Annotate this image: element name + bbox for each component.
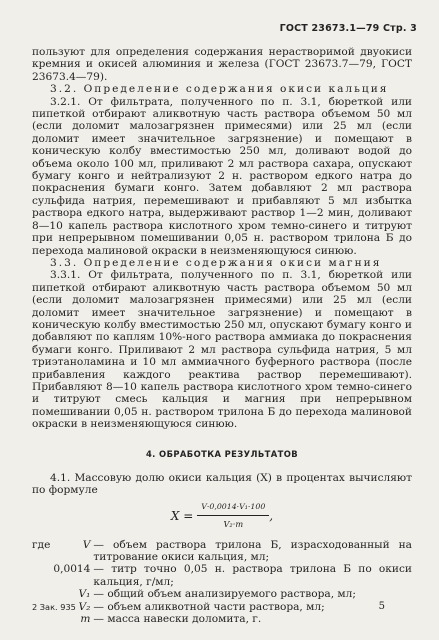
formula [32,501,412,531]
definition-text: — масса навески доломита, г. [93,613,262,626]
definition-symbol: 0,0014 [53,563,91,576]
definition-text: — объем аликвотной части раствора, мл; [93,600,325,613]
definition-lead [32,613,53,625]
definition-row [32,588,412,600]
definition-symbol: V [82,538,91,551]
definition-text: — общий объем анализируемого раствора, мл; [93,588,356,601]
document-body [32,46,412,625]
definition-symbol: V₂ [78,600,91,613]
definition-text: — объем раствора трилона Б, израсходованный на титрование окиси кальция, мл; [93,538,412,564]
definition-row [32,601,412,613]
definition-row [32,613,412,625]
page-header: ГОСТ 23673.1—79 Стр. 3 [279,23,417,34]
footer-page-number: 5 [378,601,385,612]
variable-definitions [32,539,412,626]
paragraph-intro: пользуют для определения содержания нерастворимой двуокиси кремния и окисей алюминия и железа (ГОСТ 23673.7—79, ГОСТ 23673.4—79). [32,46,412,83]
section-title-4: 4. ОБРАБОТКА РЕЗУЛЬТАТОВ [145,448,299,459]
section-heading-3-2: 3.2. Определение содержания окиси кальция [50,83,389,96]
definition-symbol: m [80,613,91,626]
paragraph-3-3-1: 3.3.1. От фильтрата, полученного по п. 3.1, бюреткой или пипеткой отбирают аликвотную часть раствора объемом 50 мл (если доломит малозагрязнен примесями) или 25 мл (если доломит имеет значительное загрязнение) и помещают в коническую колбу вместимостью 250 мл, опускают бумагу конго и добавляют по каплям 10%-ного раствора аммиака до покраснения бумаги конго. Приливают 2 мл раствора сульфида натрия, 5 мл триэтаноламина и 10 мл аммиачного буферного раствора (после прибавления каждого реактива раствор перемешивают). Прибавляют 8—10 капель раствора кислотного хром темно-синего и титруют смесь кальция и магния при непрерывном помешивании 0,05 н. раствором трилона Б до перехода малиновой окраски в неизменяющуюся синюю. [32,269,412,431]
formula-numerator: V·0,0014·V₁·100 [197,501,269,516]
definition-symbol: V₁ [78,588,91,601]
definition-lead: где [32,538,51,551]
definition-lead [32,588,53,600]
footer-order-number: 2 Зак. 935 [32,602,76,612]
formula-trail: , [269,508,274,523]
formula-lhs: X = [170,508,194,523]
definition-text: — титр точно 0,05 н. раствора трилона Б по окиси кальция, г/мл; [93,563,412,588]
paragraph-4-1: 4.1. Массовую долю окиси кальция (X) в процентах вычисляют по формуле [32,472,412,497]
section-heading-3-3: 3.3. Определение содержания окиси магния [50,256,382,269]
definition-row [32,563,412,588]
formula-fraction [197,501,269,531]
definition-row [32,539,412,564]
formula-denominator: V₂·m [223,519,244,530]
definition-lead [32,563,53,588]
paragraph-3-2-1: 3.2.1. От фильтрата, полученного по п. 3.1, бюреткой или пипеткой отбирают аликвотную часть раствора объемом 50 мл (если доломит малозагрязнен примесями) или 25 мл (если доломит имеет значительное загрязнение) и помещают в коническую колбу вместимостью 250 мл, доливают водой до объема около 100 мл, приливают 2 мл раствора сахара, опускают бумагу конго и нейтрализуют 2 н. раствором едкого натра до покраснения бумаги конго. Затем добавляют 2 мл раствора сульфида натрия, перемешивают и прибавляют 5 мл избытка раствора едкого натра, выдерживают раствор 1—2 мин, доливают 8—10 капель раствора кислотного хром темно-синего и титруют при непрерывном помешивании 0,05 н. раствором трилона Б до перехода малиновой окраски в неизменяющуюся синюю. [32,95,412,257]
